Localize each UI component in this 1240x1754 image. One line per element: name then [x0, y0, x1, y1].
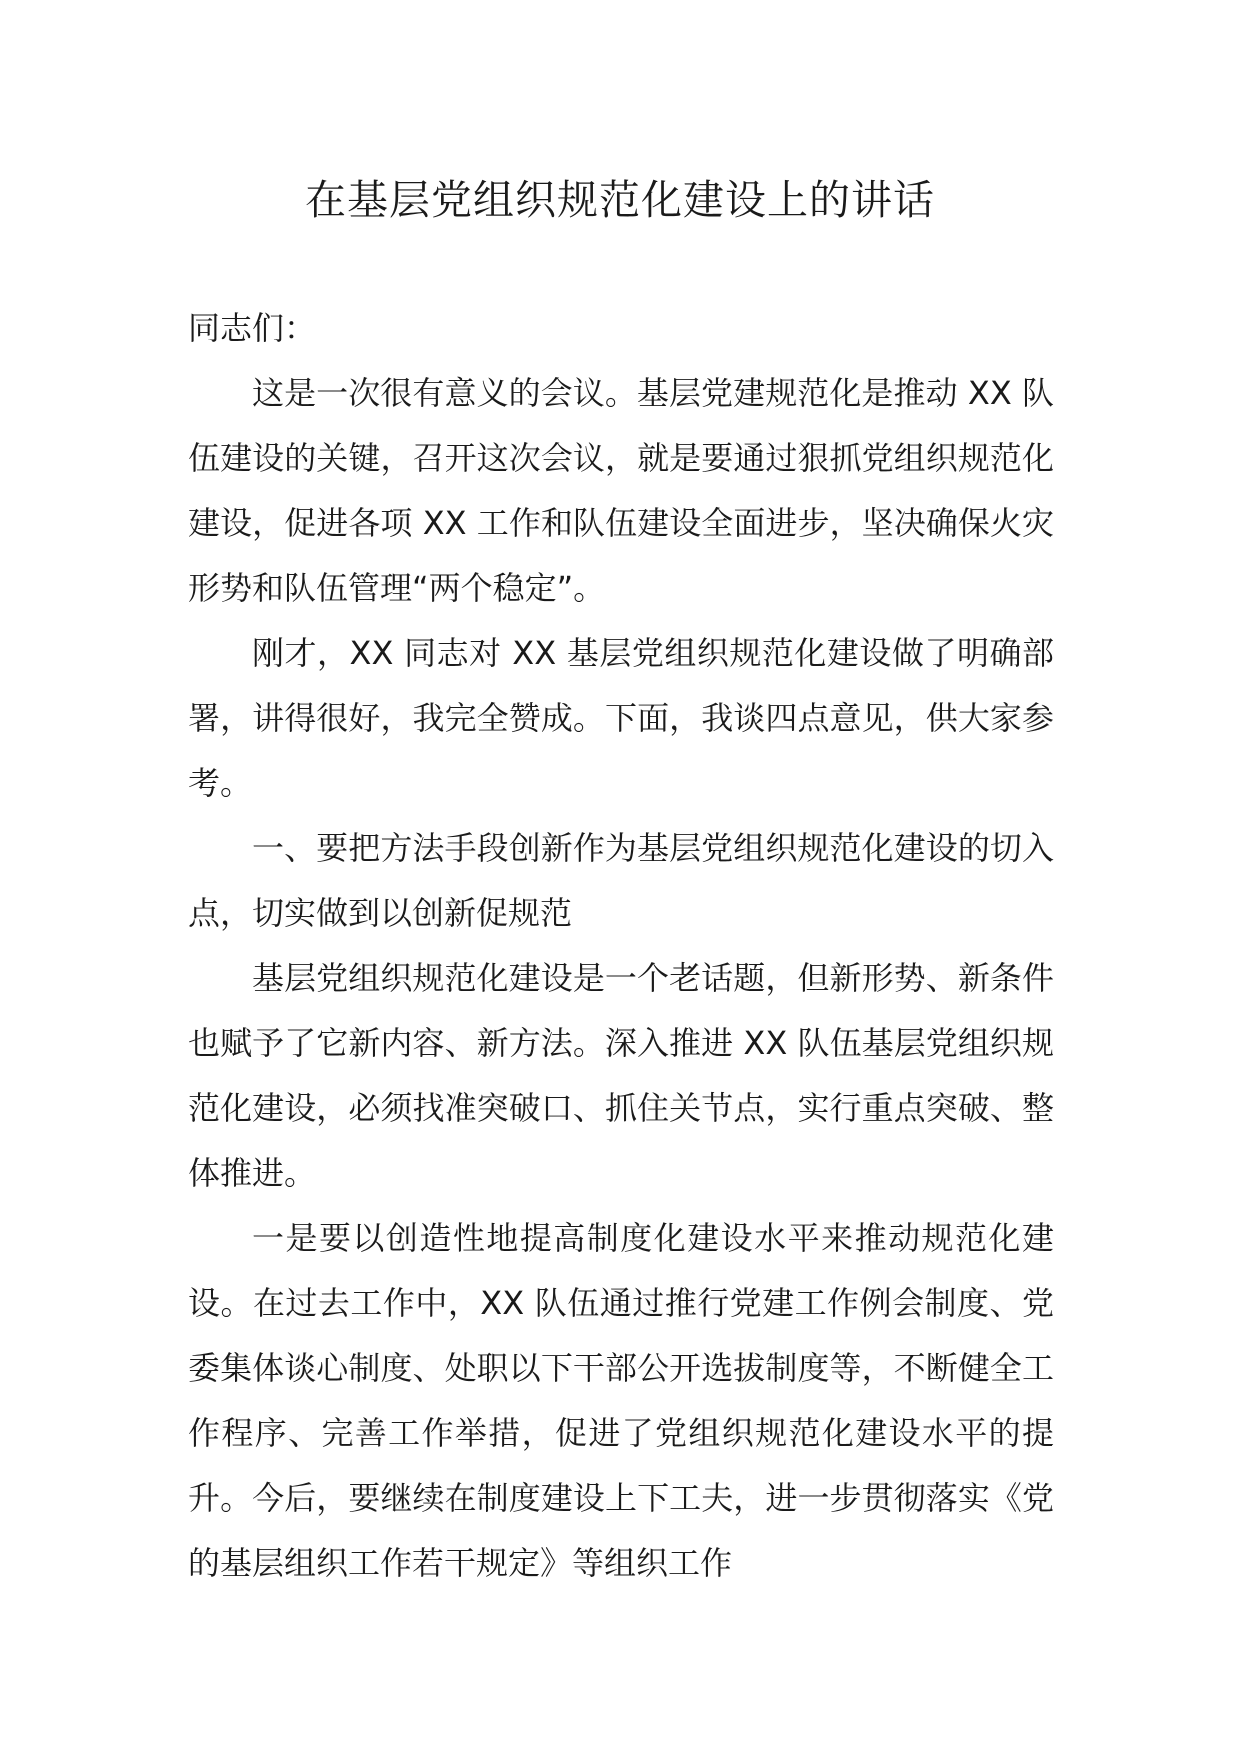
salutation: 同志们：	[188, 309, 317, 347]
document-body	[188, 296, 1054, 1596]
paragraph-point-1: 一是要以创造性地提高制度化建设水平来推动规范化建设。在过去工作中，XX 队伍通过推行党建工作例会制度、党委集体谈心制度、处职以下干部公开选拔制度等，不断健全工作程序、完善工作举措，促进了党组织规范化建设水平的提升。今后，要继续在制度建设上下工夫，进一步贯彻落实《党的基层组织工作若干规定》等组织工作	[188, 1219, 1054, 1582]
paragraph-section-1: 基层党组织规范化建设是一个老话题，但新形势、新条件也赋予了它新内容、新方法。深入推进 XX 队伍基层党组织规范化建设，必须找准突破口、抓住关节点，实行重点突破、整体推进。	[188, 959, 1054, 1192]
paragraph-opinions: 刚才，XX 同志对 XX 基层党组织规范化建设做了明确部署，讲得很好，我完全赞成。下面，我谈四点意见，供大家参考。	[188, 634, 1054, 802]
section-heading-1: 一、要把方法手段创新作为基层党组织规范化建设的切入点，切实做到以创新促规范	[188, 829, 1054, 932]
paragraph-intro: 这是一次很有意义的会议。基层党建规范化是推动 XX 队伍建设的关键，召开这次会议，就是要通过狠抓党组织规范化建设，促进各项 XX 工作和队伍建设全面进步，坚决确保火灾形势和队伍管理“两个稳定”。	[188, 374, 1054, 607]
document-title: 在基层党组织规范化建设上的讲话	[305, 176, 935, 224]
